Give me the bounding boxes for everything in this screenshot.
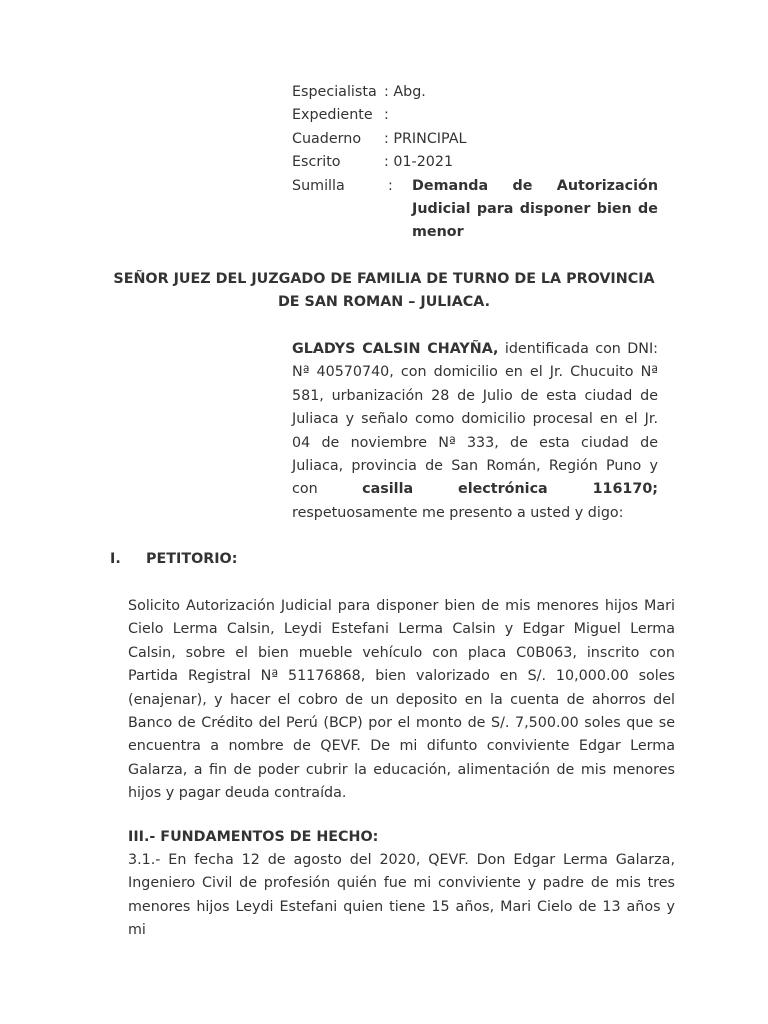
sumilla-value: Demanda de Autorización Judicial para disponer bien de menor (412, 177, 658, 241)
addressee: SEÑOR JUEZ DEL JUZGADO DE FAMILIA DE TURNO DE LA PROVINCIA DE SAN ROMAN – JULIACA. (113, 271, 655, 311)
escrito-label: Escrito (292, 154, 341, 171)
fundamentos-paragraph: 3.1.- En fecha 12 de agosto del 2020, QEVF. Don Edgar Lerma Galarza, Ingeniero Civil de profesión quién fue mi conviviente y padre de mis tres menores hijos Leydi Estefani quien tiene 15 años, Mari Cielo de 13 años y mi (128, 852, 675, 939)
casilla-electronica: casilla electrónica 116170; (362, 481, 658, 498)
escrito-value: : 01-2021 (384, 154, 454, 171)
intro-paragraph (292, 338, 658, 525)
especialista-value: : Abg. (384, 84, 426, 100)
sumilla-colon: : (388, 177, 393, 194)
section-fundamentos-heading: III.- FUNDAMENTOS DE HECHO: (128, 829, 379, 845)
cuaderno-value: : PRINCIPAL (384, 130, 467, 147)
expediente-value: : (384, 107, 389, 124)
expediente-row (292, 104, 658, 127)
expediente-label: Expediente (292, 107, 373, 124)
sumilla-label: Sumilla (292, 177, 345, 194)
cuaderno-row (292, 128, 658, 151)
section-petitorio-heading (110, 548, 237, 571)
section-title: PETITORIO: (146, 551, 238, 567)
case-header (292, 81, 658, 245)
especialista-label: Especialista (292, 84, 377, 100)
cuaderno-label: Cuaderno (292, 130, 362, 147)
petitioner-name: GLADYS CALSIN CHAYÑA, (292, 341, 499, 357)
escrito-row (292, 151, 658, 174)
petitorio-paragraph: Solicito Autorización Judicial para disponer bien de mis menores hijos Mari Cielo Lerma Calsin, Leydi Estefani Lerma Calsin y Edgar Miguel Lerma Calsin, sobre el bien mueble vehículo con placa C0B063, inscrito con Partida Registral Nª 51176868, bien valorizado en S/. 10,000.00 soles (enajenar), y hacer el cobro de un deposito en la cuenta de ahorros del Banco de Crédito del Perú (BCP) por el monto de S/. 7,500.00 soles que se encuentra a nombre de QEVF. De mi difunto conviviente Edgar Lerma Galarza, a fin de poder cubrir la educación, alimentación de mis menores hijos y pagar deuda contraída. (128, 598, 675, 802)
especialista-row (292, 81, 658, 104)
section-number: I. (110, 551, 121, 567)
intro-text-1: identificada con DNI: Nª 40570740, con domicilio en el Jr. Chucuito Nª 581, urbanización 28 de Julio de esta ciudad de Juliaca y señalo como domicilio procesal en el Jr. 04 de noviembre Nª 333, de esta ciudad de Juliaca, provincia de San Román, Región Puno y con (292, 341, 658, 498)
sumilla-row (292, 175, 658, 245)
intro-text-2: respetuosamente me presento a usted y digo: (292, 504, 624, 521)
